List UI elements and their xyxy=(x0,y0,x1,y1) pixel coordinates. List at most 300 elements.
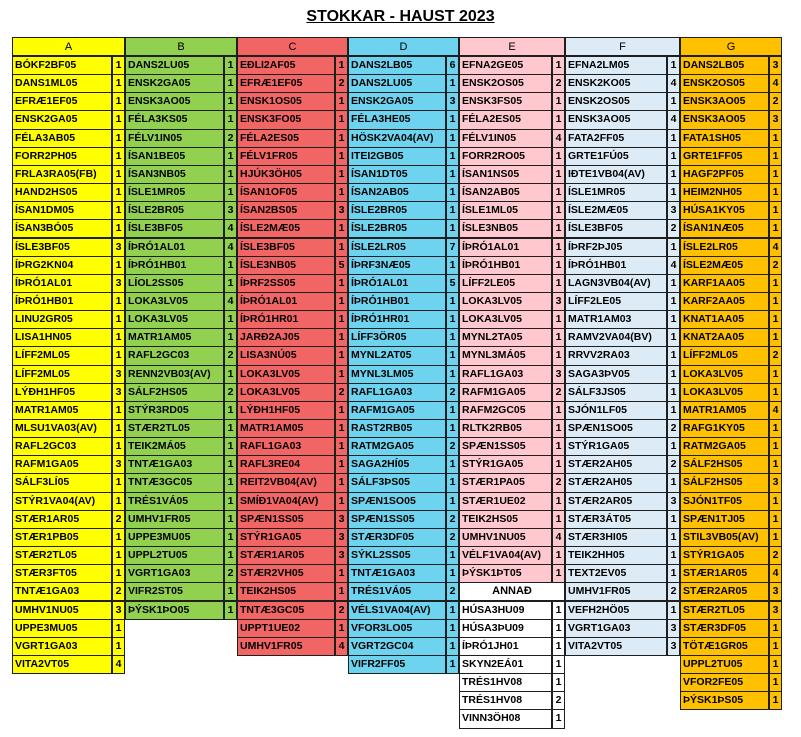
course-code: EFNA2GE05 xyxy=(459,56,552,75)
course-count: 1 xyxy=(667,601,680,620)
course-code: ÍÞRÓ1AL01 xyxy=(459,238,552,257)
course-code: HÖSK2VA04(AV) xyxy=(348,129,446,148)
course-count: 2 xyxy=(446,582,459,601)
course-code: ÍSLE2MÆ05 xyxy=(680,256,769,275)
course-count: 1 xyxy=(112,564,125,583)
course-count: 1 xyxy=(769,510,782,529)
course-count: 1 xyxy=(446,183,459,202)
course-code: LISA1HN05 xyxy=(12,328,112,347)
course-code: ENSK2KO05 xyxy=(565,74,667,93)
course-count: 2 xyxy=(224,346,237,365)
course-count: 1 xyxy=(667,564,680,583)
column-header: D xyxy=(348,37,459,56)
course-code: DANS2LB05 xyxy=(680,56,769,75)
course-code: ÍÞRÓ1JH01 xyxy=(459,637,552,656)
course-code: ENSK3AO05 xyxy=(125,92,224,111)
course-code: EFNA2LM05 xyxy=(565,56,667,75)
course-count: 1 xyxy=(552,274,565,293)
course-count: 1 xyxy=(112,619,125,638)
course-code: FÉLA3KS05 xyxy=(125,110,224,129)
course-code: RAFL1GA03 xyxy=(348,383,446,402)
course-count: 1 xyxy=(224,401,237,420)
course-code: SÁLF3LÍ05 xyxy=(12,473,112,492)
course-code: HAND2HS05 xyxy=(12,183,112,202)
course-code: ÍÞRF2ÞJ05 xyxy=(565,238,667,257)
course-count: 4 xyxy=(769,238,782,257)
course-count: 1 xyxy=(335,437,348,456)
course-count: 3 xyxy=(667,637,680,656)
course-count: 4 xyxy=(552,528,565,547)
course-code: EFRÆ1EF05 xyxy=(12,92,112,111)
course-code: FÉLA2ES05 xyxy=(459,110,552,129)
course-code: ENSK3FS05 xyxy=(459,92,552,111)
course-count: 1 xyxy=(446,219,459,238)
course-code: TRÉS1VÁ05 xyxy=(125,492,224,511)
column-header: E xyxy=(459,37,565,56)
course-code: STÆR3HI05 xyxy=(565,528,667,547)
page-title: STOKKAR - HAUST 2023 xyxy=(306,8,495,25)
course-count: 2 xyxy=(769,92,782,111)
course-count: 2 xyxy=(667,419,680,438)
course-count: 1 xyxy=(446,256,459,275)
course-count: 3 xyxy=(552,292,565,311)
course-code: VGRT2GC04 xyxy=(348,637,446,656)
course-count: 1 xyxy=(224,328,237,347)
course-count: 2 xyxy=(112,510,125,529)
course-count: 1 xyxy=(769,183,782,202)
course-count: 1 xyxy=(112,129,125,148)
course-code: TEIK2HS05 xyxy=(459,510,552,529)
course-code: RENN2VB03(AV) xyxy=(125,365,224,384)
course-count: 1 xyxy=(552,110,565,129)
course-code: MATR1AM05 xyxy=(125,328,224,347)
course-count: 3 xyxy=(667,492,680,511)
course-code: ENSK2OS05 xyxy=(459,74,552,93)
course-code: ENSK3AO05 xyxy=(680,92,769,111)
course-code: ÍSAN2BS05 xyxy=(237,201,335,220)
course-count: 4 xyxy=(769,401,782,420)
course-code: LAGN3VB04(AV) xyxy=(565,274,667,293)
course-count: 1 xyxy=(112,74,125,93)
course-code: HÚSA1KY05 xyxy=(680,201,769,220)
course-code: UPPL2TU05 xyxy=(680,655,769,674)
course-count: 4 xyxy=(224,292,237,311)
course-code: LOKA3LV05 xyxy=(459,292,552,311)
course-code: ÍSLE1ML05 xyxy=(459,201,552,220)
course-code: MYNL2AT05 xyxy=(348,346,446,365)
course-code: MATR1AM05 xyxy=(237,419,335,438)
course-count: 2 xyxy=(335,383,348,402)
section-header-annad: ANNAÐ xyxy=(459,582,565,601)
course-count: 1 xyxy=(552,601,565,620)
column-header: B xyxy=(125,37,237,56)
course-code: ENSK3FO05 xyxy=(237,110,335,129)
course-count: 1 xyxy=(552,637,565,656)
course-count: 1 xyxy=(769,619,782,638)
course-count: 3 xyxy=(224,201,237,220)
course-count: 1 xyxy=(446,129,459,148)
course-code: FATA1SH05 xyxy=(680,129,769,148)
course-code: STÆR3ÁT05 xyxy=(565,510,667,529)
course-count: 1 xyxy=(552,455,565,474)
course-code: STÆR3FT05 xyxy=(12,564,112,583)
course-count: 1 xyxy=(335,110,348,129)
course-code: RAFM1GA05 xyxy=(459,383,552,402)
course-count: 1 xyxy=(335,473,348,492)
course-count: 1 xyxy=(112,528,125,547)
course-count: 1 xyxy=(224,437,237,456)
course-code: HEIM2NH05 xyxy=(680,183,769,202)
course-code: TEIK2HH05 xyxy=(565,546,667,565)
course-count: 1 xyxy=(446,147,459,166)
course-code: ÍÞRÓ1AL01 xyxy=(237,292,335,311)
course-code: VEFH2HÖ05 xyxy=(565,601,667,620)
course-code: ENSK3AO05 xyxy=(565,110,667,129)
course-code: RATM2GA05 xyxy=(680,437,769,456)
course-count: 1 xyxy=(335,401,348,420)
course-count: 6 xyxy=(446,56,459,75)
course-count: 2 xyxy=(446,528,459,547)
course-count: 1 xyxy=(224,74,237,93)
course-code: SAGA2HÍ05 xyxy=(348,455,446,474)
course-count: 3 xyxy=(667,201,680,220)
course-count: 1 xyxy=(769,147,782,166)
course-code: STÆR1PA05 xyxy=(459,473,552,492)
course-code: EÐLI2AF05 xyxy=(237,56,335,75)
course-count: 5 xyxy=(335,256,348,275)
course-count: 2 xyxy=(552,383,565,402)
course-count: 1 xyxy=(446,655,459,674)
course-count: 1 xyxy=(667,346,680,365)
course-code: UPPE3MU05 xyxy=(12,619,112,638)
course-code: RAFL2GC03 xyxy=(12,437,112,456)
course-count: 1 xyxy=(552,256,565,275)
course-code: VFOR3LO05 xyxy=(348,619,446,638)
course-count: 2 xyxy=(224,383,237,402)
course-code: TNTÆ3GC05 xyxy=(237,601,335,620)
course-count: 1 xyxy=(112,401,125,420)
course-count: 1 xyxy=(112,92,125,111)
course-code: RAST2RB05 xyxy=(348,419,446,438)
course-code: ÍÞRÓ1HR01 xyxy=(348,310,446,329)
course-code: JARÐ2AJ05 xyxy=(237,328,335,347)
course-code: ÍSAN1DM05 xyxy=(12,201,112,220)
course-code: RLTK2RB05 xyxy=(459,419,552,438)
course-count: 3 xyxy=(769,582,782,601)
course-count: 1 xyxy=(112,492,125,511)
course-count: 1 xyxy=(335,419,348,438)
course-code: UMHV1FR05 xyxy=(565,582,667,601)
course-count: 1 xyxy=(112,328,125,347)
course-count: 4 xyxy=(769,74,782,93)
course-code: TRÉS1HV08 xyxy=(459,673,552,692)
course-count: 1 xyxy=(112,56,125,75)
course-count: 1 xyxy=(667,401,680,420)
course-count: 1 xyxy=(552,183,565,202)
course-code: HÚSA3HU09 xyxy=(459,601,552,620)
course-code: SKYN2EÁ01 xyxy=(459,655,552,674)
course-code: ÍSLE3BF05 xyxy=(125,219,224,238)
course-code: LÝÐH1HF05 xyxy=(12,383,112,402)
course-count: 1 xyxy=(335,328,348,347)
course-count: 1 xyxy=(335,492,348,511)
course-code: ÍSLE2BR05 xyxy=(125,201,224,220)
course-code: KNAT1AA05 xyxy=(680,310,769,329)
course-code: ÍSAN3NB05 xyxy=(125,165,224,184)
course-count: 1 xyxy=(224,110,237,129)
course-code: DANS2LU05 xyxy=(125,56,224,75)
course-count: 1 xyxy=(335,92,348,111)
course-count: 1 xyxy=(769,655,782,674)
course-code: ÍÞRF2SS05 xyxy=(237,274,335,293)
course-code: LOKA3LV05 xyxy=(237,365,335,384)
course-count: 3 xyxy=(769,601,782,620)
course-count: 3 xyxy=(769,473,782,492)
course-count: 1 xyxy=(446,564,459,583)
course-count: 1 xyxy=(224,56,237,75)
course-code: STÆR2TL05 xyxy=(680,601,769,620)
course-code: ITEI2GB05 xyxy=(348,147,446,166)
course-code: STÆR2AH05 xyxy=(565,455,667,474)
course-count: 1 xyxy=(446,310,459,329)
course-count: 3 xyxy=(335,528,348,547)
course-count: 1 xyxy=(667,183,680,202)
course-count: 1 xyxy=(552,492,565,511)
course-count: 1 xyxy=(446,473,459,492)
course-code: SÝKL2SS05 xyxy=(348,546,446,565)
course-count: 1 xyxy=(224,510,237,529)
course-code: TRÉS1HV08 xyxy=(459,691,552,710)
course-code: STÆR1PB05 xyxy=(12,528,112,547)
course-code: KNAT2AA05 xyxy=(680,328,769,347)
course-code: RAFL1GA03 xyxy=(237,437,335,456)
course-count: 1 xyxy=(224,455,237,474)
course-code: LINU2GR05 xyxy=(12,310,112,329)
course-count: 1 xyxy=(552,56,565,75)
course-code: STÆR2AH05 xyxy=(565,473,667,492)
course-code: FÉLV1FR05 xyxy=(237,147,335,166)
course-count: 1 xyxy=(769,419,782,438)
course-code: STÆR2TL05 xyxy=(125,419,224,438)
course-count: 1 xyxy=(224,310,237,329)
course-count: 3 xyxy=(112,455,125,474)
course-code: ÍSAN1OF05 xyxy=(237,183,335,202)
course-code: UPPL2TU05 xyxy=(125,546,224,565)
course-code: ÍSAN2AB05 xyxy=(459,183,552,202)
course-count: 1 xyxy=(667,292,680,311)
course-count: 1 xyxy=(112,110,125,129)
course-count: 1 xyxy=(667,92,680,111)
course-code: TÖTÆ1GR05 xyxy=(680,637,769,656)
course-count: 1 xyxy=(769,219,782,238)
course-code: STÆR2VH05 xyxy=(237,564,335,583)
course-count: 2 xyxy=(552,74,565,93)
course-code: ÍSAN3BÓ05 xyxy=(12,219,112,238)
course-count: 1 xyxy=(335,582,348,601)
course-count: 2 xyxy=(446,383,459,402)
course-code: ÍSLE2MÆ05 xyxy=(565,201,667,220)
course-code: EFRÆ1EF05 xyxy=(237,74,335,93)
course-code: SMÍÐ1VA04(AV) xyxy=(237,492,335,511)
course-count: 1 xyxy=(769,492,782,511)
course-code: LOKA3LV05 xyxy=(680,365,769,384)
course-count: 1 xyxy=(446,401,459,420)
course-code: STÝR1GA05 xyxy=(459,455,552,474)
course-count: 3 xyxy=(446,92,459,111)
course-count: 1 xyxy=(769,437,782,456)
course-count: 3 xyxy=(335,546,348,565)
course-count: 1 xyxy=(552,437,565,456)
course-count: 2 xyxy=(552,691,565,710)
course-code: ÍÞRÓ1HR01 xyxy=(237,310,335,329)
course-count: 2 xyxy=(667,219,680,238)
course-count: 1 xyxy=(446,492,459,511)
course-count: 1 xyxy=(667,328,680,347)
course-count: 1 xyxy=(552,92,565,111)
course-count: 4 xyxy=(224,219,237,238)
course-count: 1 xyxy=(112,147,125,166)
course-code: LÍFF2LE05 xyxy=(459,274,552,293)
course-count: 1 xyxy=(335,619,348,638)
course-code: SPÆN1SO05 xyxy=(348,492,446,511)
course-code: ÍSLE2LR05 xyxy=(680,238,769,257)
course-count: 1 xyxy=(112,183,125,202)
course-count: 1 xyxy=(769,365,782,384)
course-code: STÝR3RD05 xyxy=(125,401,224,420)
course-count: 1 xyxy=(552,238,565,257)
course-code: FÉLV1IN05 xyxy=(459,129,552,148)
course-code: SPÆN1SS05 xyxy=(459,437,552,456)
course-code: HAGF2PF05 xyxy=(680,165,769,184)
course-count: 1 xyxy=(667,147,680,166)
course-code: TEIK2MÁ05 xyxy=(125,437,224,456)
course-count: 1 xyxy=(446,201,459,220)
course-count: 3 xyxy=(335,201,348,220)
course-code: STÆR1AR05 xyxy=(680,564,769,583)
course-count: 1 xyxy=(224,256,237,275)
course-count: 1 xyxy=(446,165,459,184)
course-count: 2 xyxy=(112,582,125,601)
course-count: 1 xyxy=(667,238,680,257)
course-code: ÞÝSK1ÞO05 xyxy=(125,601,224,620)
course-code: SPÆN1SS05 xyxy=(348,510,446,529)
course-code: RAFM1GA05 xyxy=(348,401,446,420)
course-code: MYNL2TA05 xyxy=(459,328,552,347)
course-count: 1 xyxy=(335,365,348,384)
course-code: TNTÆ3GC05 xyxy=(125,473,224,492)
course-code: ÍÞRÓ1HB01 xyxy=(459,256,552,275)
course-count: 3 xyxy=(112,601,125,620)
course-code: LOKA3LV05 xyxy=(237,383,335,402)
course-code: ÍÞRÓ1HB01 xyxy=(125,256,224,275)
course-count: 2 xyxy=(769,546,782,565)
course-count: 3 xyxy=(112,365,125,384)
column-header: F xyxy=(565,37,680,56)
course-code: FÉLA2ES05 xyxy=(237,129,335,148)
course-code: VGRT1GA03 xyxy=(565,619,667,638)
course-code: UMHV1NU05 xyxy=(12,601,112,620)
course-code: ÍSLE3BF05 xyxy=(565,219,667,238)
course-code: ENSK1OS05 xyxy=(237,92,335,111)
course-code: SÁLF3JS05 xyxy=(565,383,667,402)
course-count: 1 xyxy=(224,165,237,184)
course-code: RAFL2GC03 xyxy=(125,346,224,365)
course-code: ÍSLE2MÆ05 xyxy=(237,219,335,238)
course-code: SÁLF2HS05 xyxy=(680,455,769,474)
column-header: G xyxy=(680,37,782,56)
course-code: VIFR2FF05 xyxy=(348,655,446,674)
course-code: ENSK2OS05 xyxy=(680,74,769,93)
course-code: ÍSLE3NB05 xyxy=(459,219,552,238)
course-code: STÆR3DF05 xyxy=(348,528,446,547)
course-count: 1 xyxy=(112,256,125,275)
course-code: TRÉS1VÁ05 xyxy=(348,582,446,601)
course-count: 1 xyxy=(552,419,565,438)
course-code: ÍSLE1MR05 xyxy=(565,183,667,202)
course-code: FATA2FF05 xyxy=(565,129,667,148)
course-code: MYNL3LM05 xyxy=(348,365,446,384)
course-count: 1 xyxy=(552,564,565,583)
course-count: 1 xyxy=(112,292,125,311)
course-code: TNTÆ1GA03 xyxy=(12,582,112,601)
course-count: 1 xyxy=(224,147,237,166)
course-count: 2 xyxy=(224,564,237,583)
course-count: 1 xyxy=(224,582,237,601)
course-code: DANS2LB05 xyxy=(348,56,446,75)
course-count: 1 xyxy=(335,129,348,148)
course-count: 2 xyxy=(769,256,782,275)
course-count: 4 xyxy=(769,564,782,583)
column-header: C xyxy=(237,37,348,56)
course-code: STÆR1AR05 xyxy=(12,510,112,529)
course-code: ÞÝSK1ÞS05 xyxy=(680,691,769,710)
course-count: 1 xyxy=(335,183,348,202)
course-count: 1 xyxy=(446,546,459,565)
course-count: 1 xyxy=(112,546,125,565)
course-code: HJÚK3ÖH05 xyxy=(237,165,335,184)
course-count: 1 xyxy=(552,310,565,329)
course-count: 1 xyxy=(446,455,459,474)
course-count: 1 xyxy=(112,437,125,456)
course-code: UPPE3MU05 xyxy=(125,528,224,547)
course-code: UMHV1FR05 xyxy=(237,637,335,656)
course-count: 1 xyxy=(112,346,125,365)
course-count: 2 xyxy=(224,129,237,148)
course-code: ÍÞRF3NÆ05 xyxy=(348,256,446,275)
course-code: RAFL1GA03 xyxy=(459,365,552,384)
course-count: 2 xyxy=(335,74,348,93)
course-code: STÆR2TL05 xyxy=(12,546,112,565)
course-code: STÆR3DF05 xyxy=(680,619,769,638)
course-count: 2 xyxy=(446,437,459,456)
course-code: RAMV2VA04(BV) xyxy=(565,328,667,347)
course-code: ÍÞRÓ1HB01 xyxy=(348,292,446,311)
course-count: 2 xyxy=(667,455,680,474)
course-count: 1 xyxy=(552,328,565,347)
course-count: 1 xyxy=(667,165,680,184)
course-code: BÓKF2BF05 xyxy=(12,56,112,75)
course-code: KARF2AA05 xyxy=(680,292,769,311)
course-code: SÁLF3ÞS05 xyxy=(348,473,446,492)
course-count: 1 xyxy=(769,165,782,184)
course-count: 1 xyxy=(335,219,348,238)
course-count: 1 xyxy=(769,274,782,293)
course-count: 3 xyxy=(112,383,125,402)
course-count: 5 xyxy=(446,274,459,293)
course-count: 2 xyxy=(552,473,565,492)
course-count: 1 xyxy=(667,56,680,75)
course-code: ÍSLE2BR05 xyxy=(348,219,446,238)
